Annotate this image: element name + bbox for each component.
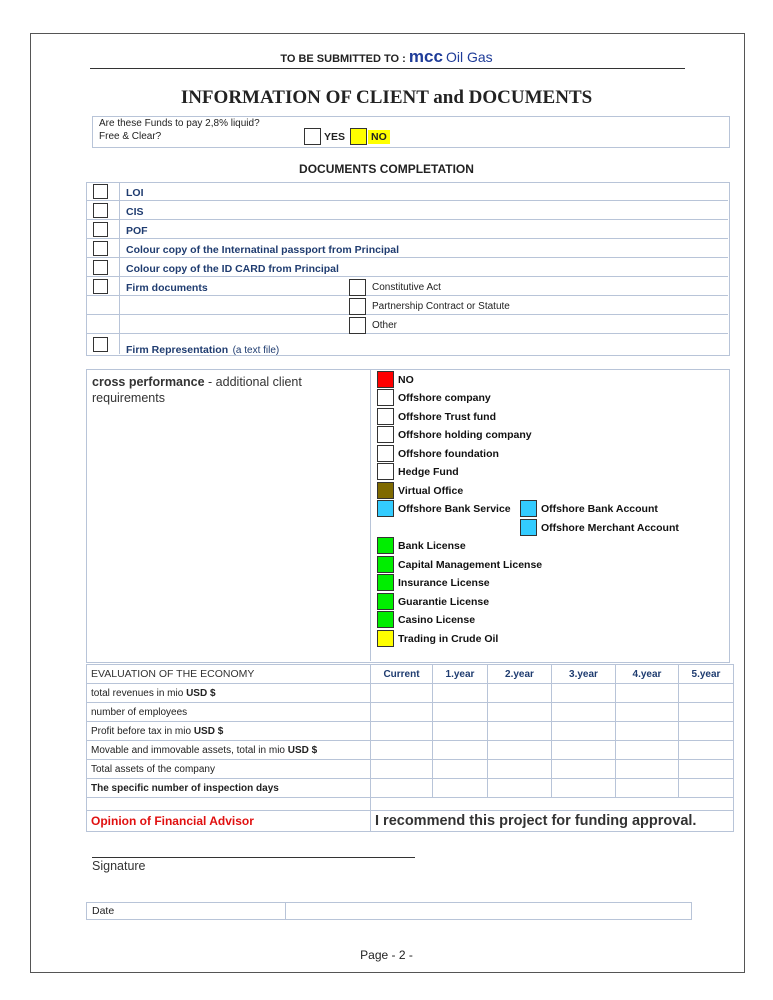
table-row	[87, 779, 734, 798]
funds-question	[99, 117, 260, 143]
evaluation-header-row	[87, 665, 734, 684]
doc-row	[86, 182, 728, 201]
doc-item-cis: CIS	[126, 206, 144, 218]
guarantie-license-checkbox[interactable]	[377, 593, 394, 610]
cell-input[interactable]	[488, 722, 552, 741]
cross-col-divider	[370, 369, 371, 661]
cell-input[interactable]	[371, 722, 433, 741]
cell-input[interactable]	[433, 684, 488, 703]
crude-oil-checkbox[interactable]	[377, 630, 394, 647]
option-label: Casino License	[398, 614, 476, 626]
cell-input[interactable]	[488, 684, 552, 703]
page-number: Page - 2 -	[360, 948, 413, 962]
cell-input[interactable]	[679, 741, 734, 760]
cell-input[interactable]	[552, 760, 616, 779]
opinion-label: Opinion of Financial Advisor	[87, 811, 371, 832]
option-label: Bank License	[398, 540, 466, 552]
table-row	[87, 722, 734, 741]
cell-input[interactable]	[552, 741, 616, 760]
no-option-checkbox[interactable]	[377, 371, 394, 388]
table-row	[87, 741, 734, 760]
doc-item-pof: POF	[126, 225, 148, 237]
cell-input[interactable]	[616, 684, 679, 703]
no-label: NO	[368, 130, 390, 144]
cell-input[interactable]	[679, 703, 734, 722]
offshore-bank-service-checkbox[interactable]	[377, 500, 394, 517]
row-label: number of employees	[87, 703, 371, 722]
id-card-checkbox[interactable]	[93, 260, 108, 275]
cell-input[interactable]	[488, 703, 552, 722]
cell-input[interactable]	[371, 760, 433, 779]
firm-option-other: Other	[372, 320, 398, 331]
cell-input[interactable]	[679, 760, 734, 779]
doc-row	[86, 201, 728, 220]
capital-management-checkbox[interactable]	[377, 556, 394, 573]
mcc-logo: mcc	[408, 47, 443, 66]
cell-input[interactable]	[488, 760, 552, 779]
submitted-to-label: TO BE SUBMITTED TO :	[280, 53, 406, 65]
cross-performance-label	[92, 374, 362, 406]
evaluation-table	[86, 664, 734, 832]
firm-representation-checkbox[interactable]	[93, 337, 108, 352]
other-checkbox[interactable]	[349, 317, 366, 334]
yes-checkbox[interactable]	[304, 128, 321, 145]
option-label: Offshore Merchant Account	[541, 522, 679, 534]
date-label: Date	[92, 905, 115, 917]
page-title: INFORMATION OF CLIENT and DOCUMENTS	[180, 87, 593, 108]
casino-license-checkbox[interactable]	[377, 611, 394, 628]
offshore-merchant-account-checkbox[interactable]	[520, 519, 537, 536]
firm-representation-note: (a text file)	[232, 345, 280, 356]
loi-checkbox[interactable]	[93, 184, 108, 199]
doc-row	[86, 315, 728, 334]
spacer-row	[87, 798, 734, 811]
cell-input[interactable]	[488, 779, 552, 798]
doc-item-loi: LOI	[126, 187, 144, 199]
table-row	[87, 684, 734, 703]
opinion-text[interactable]: I recommend this project for funding approval.	[371, 811, 734, 832]
insurance-license-checkbox[interactable]	[377, 574, 394, 591]
offshore-bank-account-checkbox[interactable]	[520, 500, 537, 517]
signature-line[interactable]	[92, 857, 415, 858]
offshore-holding-checkbox[interactable]	[377, 426, 394, 443]
company-name: Oil Gas	[445, 49, 493, 65]
funds-question-line2: Free & Clear?	[99, 131, 162, 142]
option-label: Hedge Fund	[398, 466, 459, 478]
cell-input[interactable]	[616, 741, 679, 760]
row-label: Profit before tax in mio USD $	[87, 722, 371, 741]
cell-input[interactable]	[552, 703, 616, 722]
date-divider	[285, 902, 286, 920]
option-label: Insurance License	[398, 577, 490, 589]
constitutive-act-checkbox[interactable]	[349, 279, 366, 296]
cell-input[interactable]	[371, 703, 433, 722]
firm-documents-checkbox[interactable]	[93, 279, 108, 294]
cell-input[interactable]	[371, 684, 433, 703]
cell-input[interactable]	[679, 722, 734, 741]
row-label: The specific number of inspection days	[87, 779, 371, 798]
row-label: Movable and immovable assets, total in mio USD $	[87, 741, 371, 760]
cell-input[interactable]	[433, 760, 488, 779]
hedge-fund-checkbox[interactable]	[377, 463, 394, 480]
firm-representation	[126, 340, 279, 358]
col-year-4: 4.year	[616, 665, 679, 684]
firm-option-partnership: Partnership Contract or Statute	[372, 301, 510, 312]
doc-item-id-card: Colour copy of the ID CARD from Principal	[126, 263, 339, 275]
row-label: total revenues in mio USD $	[87, 684, 371, 703]
option-label: Virtual Office	[398, 485, 464, 497]
option-label: Guarantie License	[398, 596, 490, 608]
cell-input[interactable]	[616, 760, 679, 779]
cell-input[interactable]	[433, 779, 488, 798]
documents-heading: DOCUMENTS COMPLETATION	[299, 162, 474, 176]
option-label: Offshore holding company	[398, 429, 532, 441]
doc-row	[86, 220, 728, 239]
option-label: Capital Management License	[398, 559, 543, 571]
col-year-3: 3.year	[552, 665, 616, 684]
option-label: Offshore foundation	[398, 448, 499, 460]
offshore-foundation-checkbox[interactable]	[377, 445, 394, 462]
cross-label-rest: - additional client requirements	[92, 375, 302, 405]
option-label: Offshore Bank Account	[541, 503, 658, 515]
firm-representation-label: Firm Representation	[126, 344, 229, 356]
bank-license-checkbox[interactable]	[377, 537, 394, 554]
partnership-checkbox[interactable]	[349, 298, 366, 315]
cell-input[interactable]	[552, 722, 616, 741]
virtual-office-checkbox[interactable]	[377, 482, 394, 499]
evaluation-heading: EVALUATION OF THE ECONOMY	[87, 665, 371, 684]
cell-input[interactable]	[616, 722, 679, 741]
cross-label-bold: cross performance	[92, 375, 205, 389]
cell-input[interactable]	[433, 741, 488, 760]
no-checkbox[interactable]	[350, 128, 367, 145]
submission-header	[0, 47, 773, 67]
col-year-5: 5.year	[679, 665, 734, 684]
row-label: Total assets of the company	[87, 760, 371, 779]
option-label: Offshore Trust fund	[398, 411, 496, 423]
funds-question-line1: Are these Funds to pay 2,8% liquid?	[99, 118, 260, 129]
option-label: Offshore company	[398, 392, 491, 404]
doc-item-passport: Colour copy of the Internatinal passport from Principal	[126, 244, 400, 256]
date-input[interactable]	[287, 903, 689, 918]
cell-input[interactable]	[433, 703, 488, 722]
table-row	[87, 760, 734, 779]
cell-input[interactable]	[433, 722, 488, 741]
option-label: Trading in Crude Oil	[398, 633, 499, 645]
signature-label: Signature	[92, 859, 146, 873]
col-current: Current	[371, 665, 433, 684]
yes-label: YES	[324, 131, 346, 143]
cis-checkbox[interactable]	[93, 203, 108, 218]
col-year-2: 2.year	[488, 665, 552, 684]
offshore-company-checkbox[interactable]	[377, 389, 394, 406]
cell-input[interactable]	[616, 703, 679, 722]
col-year-1: 1.year	[433, 665, 488, 684]
cell-input[interactable]	[616, 779, 679, 798]
passport-checkbox[interactable]	[93, 241, 108, 256]
cell-input[interactable]	[679, 779, 734, 798]
cell-input[interactable]	[488, 741, 552, 760]
table-row	[87, 703, 734, 722]
offshore-trust-checkbox[interactable]	[377, 408, 394, 425]
cell-input[interactable]	[552, 684, 616, 703]
opinion-row	[87, 811, 734, 832]
cell-input[interactable]	[679, 684, 734, 703]
doc-item-firm-documents: Firm documents	[126, 282, 208, 294]
header-divider	[90, 68, 685, 69]
cell-input[interactable]	[552, 779, 616, 798]
option-label: Offshore Bank Service	[398, 503, 511, 515]
cell-input[interactable]	[371, 779, 433, 798]
option-label: NO	[398, 374, 414, 386]
pof-checkbox[interactable]	[93, 222, 108, 237]
firm-option-constitutive-act: Constitutive Act	[372, 282, 441, 293]
cell-input[interactable]	[371, 741, 433, 760]
